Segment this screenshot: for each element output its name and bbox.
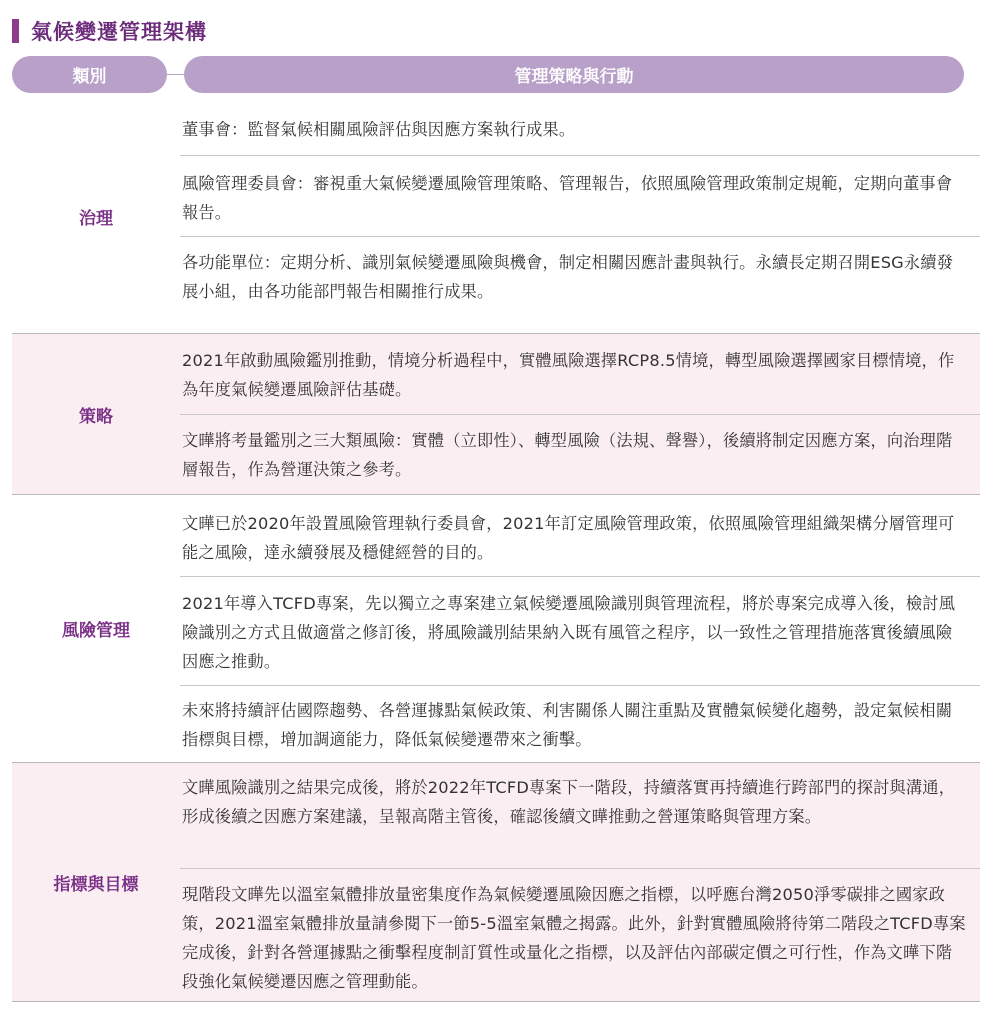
- divider: [180, 236, 980, 237]
- table-header: [12, 56, 964, 93]
- divider: [180, 155, 980, 156]
- risk-item-2: 2021年導入TCFD專案，先以獨立之專案建立氣候變遷風險識別與管理流程，將於專案完成導入後，檢討風險識別之方式且做適當之修訂後，將風險識別結果納入既有風管之程序，以一致性之管理措施落實後續風險因應之推動。: [182, 594, 956, 671]
- category-strategy: 策略: [79, 406, 113, 427]
- governance-item-1: 董事會：監督氣候相關風險評估與因應方案執行成果。: [182, 120, 576, 139]
- header-actions: 管理策略與行動: [184, 56, 964, 93]
- strategy-item-1: 2021年啟動風險鑑別推動，情境分析過程中，實體風險選擇RCP8.5情境，轉型風險選擇國家目標情境，作為年度氣候變遷風險評估基礎。: [182, 351, 955, 399]
- metrics-item-1: 文曄風險識別之結果完成後，將於2022年TCFD專案下一階段，持續落實再持續進行跨部門的探討與溝通，形成後續之因應方案建議，呈報高階主管後，確認後續文曄推動之營運策略與管理方案。: [182, 778, 956, 826]
- section-heading: [12, 16, 207, 46]
- governance-item-3: 各功能單位：定期分析、識別氣候變遷風險與機會，制定相關因應計畫與執行。永續長定期召開ESG永續發展小組，由各功能部門報告相關推行成果。: [182, 253, 954, 301]
- category-risk-management: 風險管理: [62, 621, 130, 641]
- divider: [180, 576, 980, 577]
- category-governance: 治理: [79, 209, 113, 229]
- divider: [180, 868, 980, 869]
- divider: [180, 414, 980, 415]
- divider: [180, 685, 980, 686]
- governance-item-2: 風險管理委員會：審視重大氣候變遷風險管理策略、管理報告，依照風險管理政策制定規範，定期向董事會報告。: [182, 174, 953, 222]
- metrics-item-2: 現階段文曄先以溫室氣體排放量密集度作為氣候變遷風險因應之指標，以呼應台灣2050淨零碳排之國家政策，2021溫室氣體排放量請參閱下一節5-5溫室氣體之揭露。此外，針對實體風險將待第二階段之TCFD專案完成後，針對各營運據點之衝擊程度制訂質性或量化之指標，以及評估內部碳定價之可行性，作為文曄下階段強化氣候變遷因應之管理動能。: [182, 885, 966, 991]
- category-metrics-targets: 指標與目標: [53, 874, 139, 895]
- header-connector: [167, 74, 184, 75]
- page-title: 氣候變遷管理架構: [31, 20, 207, 44]
- risk-item-3: 未來將持續評估國際趨勢、各營運據點氣候政策、利害關係人關注重點及實體氣候變化趨勢，設定氣候相關指標與目標，增加調適能力，降低氣候變遷帶來之衝擊。: [182, 701, 953, 749]
- risk-item-1: 文曄已於2020年設置風險管理執行委員會，2021年訂定風險管理政策，依照風險管理組織架構分層管理可能之風險，達永續發展及穩健經營的目的。: [182, 514, 955, 562]
- header-category: 類別: [12, 56, 167, 93]
- heading-marker: [12, 19, 19, 43]
- strategy-item-2: 文曄將考量鑑別之三大類風險：實體（立即性）、轉型風險（法規、聲譽），後續將制定因應方案，向治理階層報告，作為營運決策之參考。: [182, 431, 953, 479]
- section-divider: [12, 1001, 980, 1002]
